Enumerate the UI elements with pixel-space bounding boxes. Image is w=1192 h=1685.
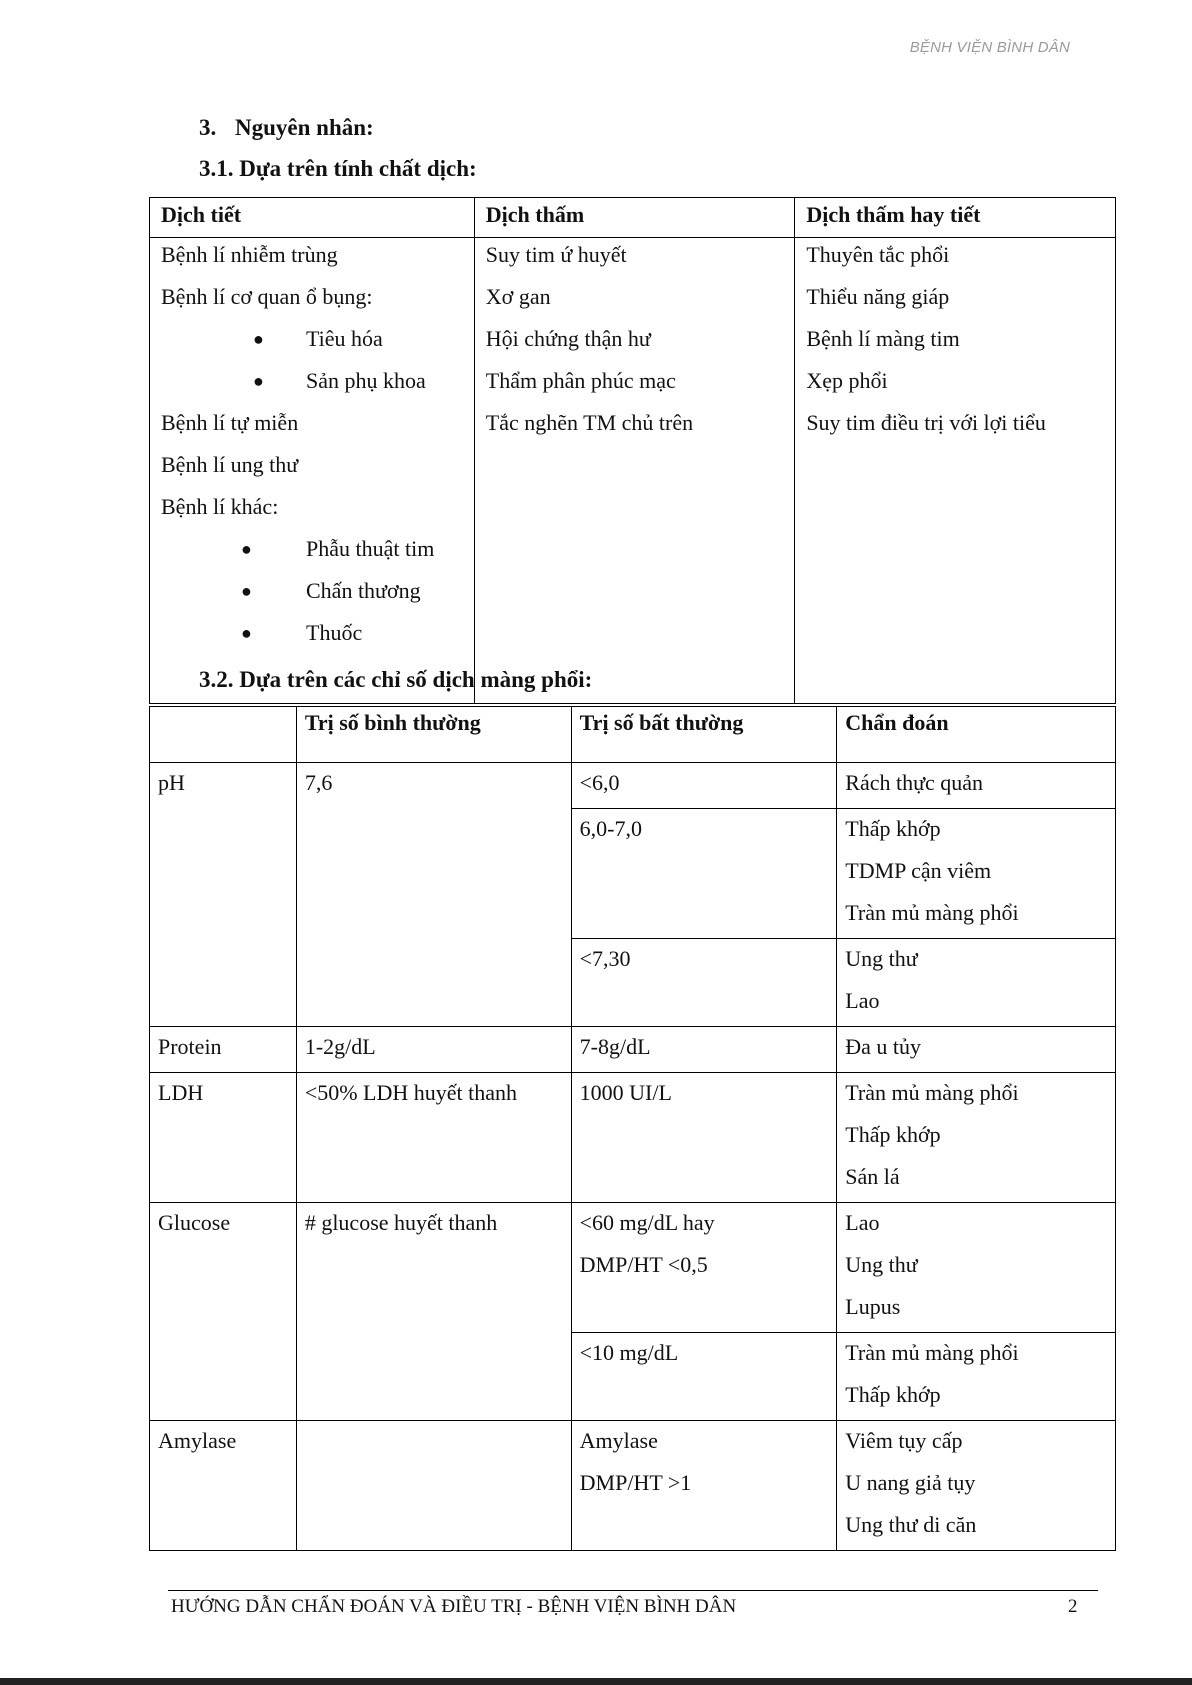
abnormal-value: <6,0	[571, 763, 837, 809]
list-item: Bệnh lí khác:	[161, 494, 279, 519]
index-name: Protein	[150, 1027, 297, 1073]
exudate-cell	[150, 238, 475, 704]
list-item: Tắc nghẽn TM chủ trên	[485, 410, 694, 435]
table-row	[150, 1073, 1116, 1203]
header-diagnosis: Chẩn đoán	[837, 707, 1116, 763]
list-item: Bệnh lí nhiễm trùng	[161, 242, 338, 267]
bullet-item: ● Sản phụ khoa	[161, 364, 474, 406]
either-cell	[795, 238, 1116, 704]
normal-value: <50% LDH huyết thanh	[296, 1073, 571, 1203]
table-row	[150, 763, 1116, 809]
section-title: Nguyên nhân:	[235, 115, 374, 140]
table-row	[150, 1027, 1116, 1073]
index-name: Amylase	[150, 1421, 297, 1551]
bullet-icon: ●	[241, 539, 252, 559]
diagnosis-cell: Lao Ung thư Lupus	[837, 1203, 1116, 1333]
header-hospital-name: BỆNH VIỆN BÌNH DÂN	[909, 39, 1070, 56]
index-name: Glucose	[150, 1203, 297, 1421]
list-item: Bệnh lí ung thư	[161, 452, 299, 477]
table-row	[150, 1421, 1116, 1551]
bullet-item: ● Tiêu hóa	[161, 322, 474, 364]
header-transudate: Dịch thấm	[474, 198, 795, 238]
header-normal: Trị số bình thường	[296, 707, 571, 763]
list-item: Suy tim điều trị với lợi tiểu	[806, 410, 1046, 435]
bullet-item: ● Thuốc	[161, 616, 474, 658]
diagnosis-cell: Ung thư Lao	[837, 939, 1116, 1027]
list-item: Thiểu năng giáp	[806, 284, 950, 309]
page-number: 2	[1068, 1596, 1078, 1617]
diagnosis-cell: Viêm tụy cấp U nang giả tụy Ung thư di căn	[837, 1421, 1116, 1551]
list-item: Hội chứng thận hư	[485, 326, 651, 351]
bullet-icon: ●	[241, 623, 252, 643]
abnormal-value: 7-8g/dL	[571, 1027, 837, 1073]
abnormal-value: 1000 UI/L	[571, 1073, 837, 1203]
diagnosis-cell: Tràn mủ màng phổi Thấp khớp Sán lá	[837, 1073, 1116, 1203]
footer-divider	[168, 1590, 1098, 1591]
abnormal-value: <60 mg/dL hay DMP/HT <0,5	[571, 1203, 837, 1333]
fluid-type-table	[149, 197, 1116, 704]
abnormal-value: 6,0-7,0	[571, 809, 837, 939]
normal-value	[296, 1421, 571, 1551]
abnormal-value: Amylase DMP/HT >1	[571, 1421, 837, 1551]
normal-value: # glucose huyết thanh	[296, 1203, 571, 1421]
bullet-icon: ●	[253, 329, 264, 349]
diagnosis-cell: Tràn mủ màng phổi Thấp khớp	[837, 1333, 1116, 1421]
index-name: LDH	[150, 1073, 297, 1203]
list-item: Bệnh lí tự miễn	[161, 410, 299, 435]
list-item: Bệnh lí cơ quan ổ bụng:	[161, 284, 373, 309]
section-3-2-heading: 3.2. Dựa trên các chỉ số dịch màng phổi:	[199, 667, 593, 692]
abnormal-value: <10 mg/dL	[571, 1333, 837, 1421]
bullet-icon: ●	[241, 581, 252, 601]
table-row	[150, 1203, 1116, 1333]
header-blank	[150, 707, 297, 763]
header-exudate: Dịch tiết	[150, 198, 475, 238]
section-3-1-heading: 3.1. Dựa trên tính chất dịch:	[199, 156, 477, 181]
list-item: Thuyên tắc phổi	[806, 242, 950, 267]
list-item: Xẹp phổi	[806, 368, 888, 393]
section-3-heading	[199, 114, 374, 142]
footer-title: HƯỚNG DẪN CHẨN ĐOÁN VÀ ĐIỀU TRỊ - BỆNH VIỆN BÌNH DÂN	[171, 1596, 737, 1617]
index-name: pH	[150, 763, 297, 1027]
list-item: Bệnh lí màng tim	[806, 326, 960, 351]
header-abnormal: Trị số bất thường	[571, 707, 837, 763]
diagnosis-cell: Rách thực quản	[837, 763, 1116, 809]
bullet-item: ● Phẫu thuật tim	[161, 532, 474, 574]
bullet-icon: ●	[253, 371, 264, 391]
diagnosis-cell: Thấp khớp TDMP cận viêm Tràn mủ màng phổi	[837, 809, 1116, 939]
header-either: Dịch thấm hay tiết	[795, 198, 1116, 238]
list-item: Thẩm phân phúc mạc	[485, 368, 676, 393]
normal-value: 7,6	[296, 763, 571, 1027]
diagnosis-cell: Đa u tủy	[837, 1027, 1116, 1073]
abnormal-value: <7,30	[571, 939, 837, 1027]
list-item: Xơ gan	[485, 284, 551, 309]
transudate-cell	[474, 238, 795, 704]
pleural-index-table	[149, 706, 1116, 1551]
bullet-item: ● Chấn thương	[161, 574, 474, 616]
section-number: 3.	[199, 115, 217, 140]
bottom-edge-bar	[0, 1678, 1192, 1685]
list-item: Suy tim ứ huyết	[485, 242, 627, 267]
normal-value: 1-2g/dL	[296, 1027, 571, 1073]
